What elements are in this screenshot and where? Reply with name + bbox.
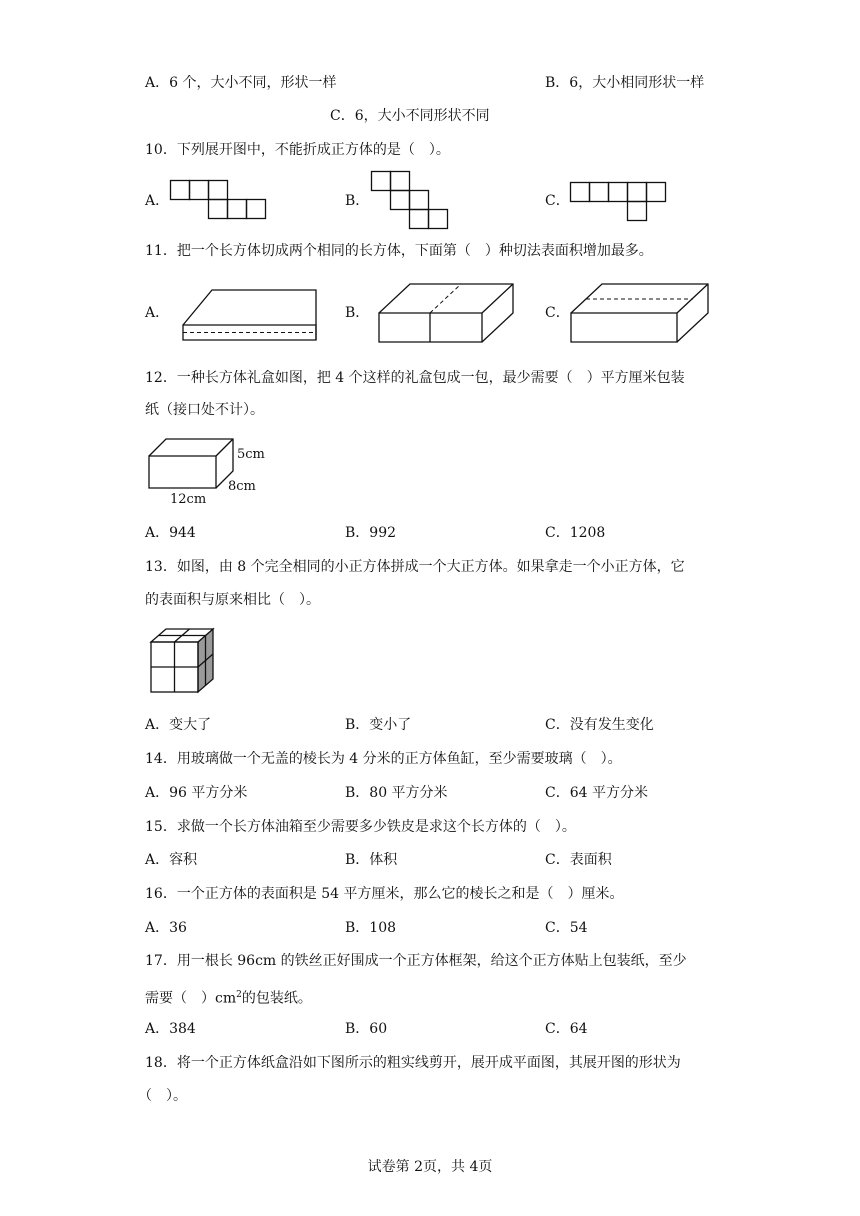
q11-cuboid-a-figure bbox=[180, 285, 320, 345]
q12-stem-line1: 12．一种长方体礼盒如图，把 4 个这样的礼盒包成一包，最少需要（ ）平方厘米包装 bbox=[145, 370, 685, 386]
q15-stem: 15．求做一个长方体油箱至少需要多少铁皮是求这个长方体的（ ）。 bbox=[145, 819, 576, 835]
q13-option-a[interactable]: A．变大了 bbox=[145, 717, 212, 733]
q11-option-c[interactable]: C． bbox=[545, 305, 570, 321]
q14-option-c[interactable]: C．64 平方分米 bbox=[545, 785, 648, 801]
q9-option-c[interactable]: C．6，大小不同形状不同 bbox=[330, 108, 490, 124]
q16-option-c[interactable]: C．54 bbox=[545, 920, 588, 936]
q11-option-a[interactable]: A． bbox=[145, 305, 170, 321]
q17-option-a[interactable]: A．384 bbox=[145, 1021, 196, 1037]
q17-option-c[interactable]: C．64 bbox=[545, 1021, 588, 1037]
q12-width-label: 8cm bbox=[228, 479, 256, 494]
q10-stem: 10．下列展开图中，不能折成正方体的是（ ）。 bbox=[145, 142, 450, 158]
q10-net-b-figure bbox=[371, 171, 453, 233]
q9-option-b[interactable]: B．6，大小相同形状一样 bbox=[545, 75, 705, 91]
q12-option-b[interactable]: B．992 bbox=[345, 525, 397, 541]
q10-option-c[interactable]: C． bbox=[545, 193, 570, 209]
q11-cuboid-b-figure bbox=[376, 282, 516, 346]
page-footer: 试卷第 2页，共 4页 bbox=[367, 1159, 493, 1175]
q11-option-b[interactable]: B． bbox=[345, 305, 370, 321]
q12-option-a[interactable]: A．944 bbox=[145, 525, 196, 541]
q18-stem-line1: 18．将一个正方体纸盒沿如下图所示的粗实线剪开，展开成平面图，其展开图的形状为 bbox=[145, 1055, 681, 1071]
q16-option-b[interactable]: B．108 bbox=[345, 920, 397, 936]
q12-length-label: 12cm bbox=[170, 492, 207, 507]
q16-option-a[interactable]: A．36 bbox=[145, 920, 187, 936]
q15-option-a[interactable]: A．容积 bbox=[145, 852, 198, 868]
q17-stem-line1: 17．用一根长 96cm 的铁丝正好围成一个正方体框架，给这个正方体贴上包装纸，至少 bbox=[145, 953, 687, 969]
q13-stem-line1: 13．如图，由 8 个完全相同的小正方体拼成一个大正方体。如果拿走一个小正方体，它 bbox=[145, 559, 685, 575]
q14-option-b[interactable]: B．80 平方分米 bbox=[345, 785, 448, 801]
q17-stem-line2-pre: 需要（ ）cm bbox=[145, 990, 237, 1007]
q18-stem-line2: （ ）。 bbox=[138, 1088, 187, 1104]
q12-stem-line2: 纸（接口处不计）。 bbox=[145, 402, 264, 418]
q17-stem-line2 bbox=[145, 986, 312, 1008]
q11-stem: 11．把一个长方体切成两个相同的长方体，下面第（ ）种切法表面积增加最多。 bbox=[145, 243, 653, 259]
q12-height-label: 5cm bbox=[237, 447, 265, 462]
q13-option-c[interactable]: C．没有发生变化 bbox=[545, 717, 654, 733]
q9-option-a[interactable]: A．6 个，大小不同，形状一样 bbox=[145, 75, 337, 91]
q10-net-c-figure bbox=[570, 182, 670, 222]
q17-stem-line2-post: 的包装纸。 bbox=[241, 990, 312, 1007]
q10-option-b[interactable]: B． bbox=[345, 193, 370, 209]
q16-stem: 16．一个正方体的表面积是 54 平方厘米，那么它的棱长之和是（ ）厘米。 bbox=[145, 886, 624, 902]
q12-gift-box-figure bbox=[146, 436, 271, 508]
q10-option-a[interactable]: A． bbox=[145, 193, 170, 209]
q12-option-c[interactable]: C．1208 bbox=[545, 525, 606, 541]
q13-stem-line2: 的表面积与原来相比（ ）。 bbox=[145, 592, 320, 608]
q17-squared-sup: 2 bbox=[236, 990, 242, 1000]
q13-cube-figure bbox=[148, 626, 218, 696]
q14-option-a[interactable]: A．96 平方分米 bbox=[145, 785, 248, 801]
q14-stem: 14．用玻璃做一个无盖的棱长为 4 分米的正方体鱼缸，至少需要玻璃（ ）。 bbox=[145, 751, 622, 767]
q13-option-b[interactable]: B．变小了 bbox=[345, 717, 412, 733]
q15-option-b[interactable]: B．体积 bbox=[345, 852, 398, 868]
q17-option-b[interactable]: B．60 bbox=[345, 1021, 388, 1037]
q15-option-c[interactable]: C．表面积 bbox=[545, 852, 612, 868]
q10-net-a-figure bbox=[170, 180, 270, 220]
q11-cuboid-c-figure bbox=[568, 282, 713, 346]
